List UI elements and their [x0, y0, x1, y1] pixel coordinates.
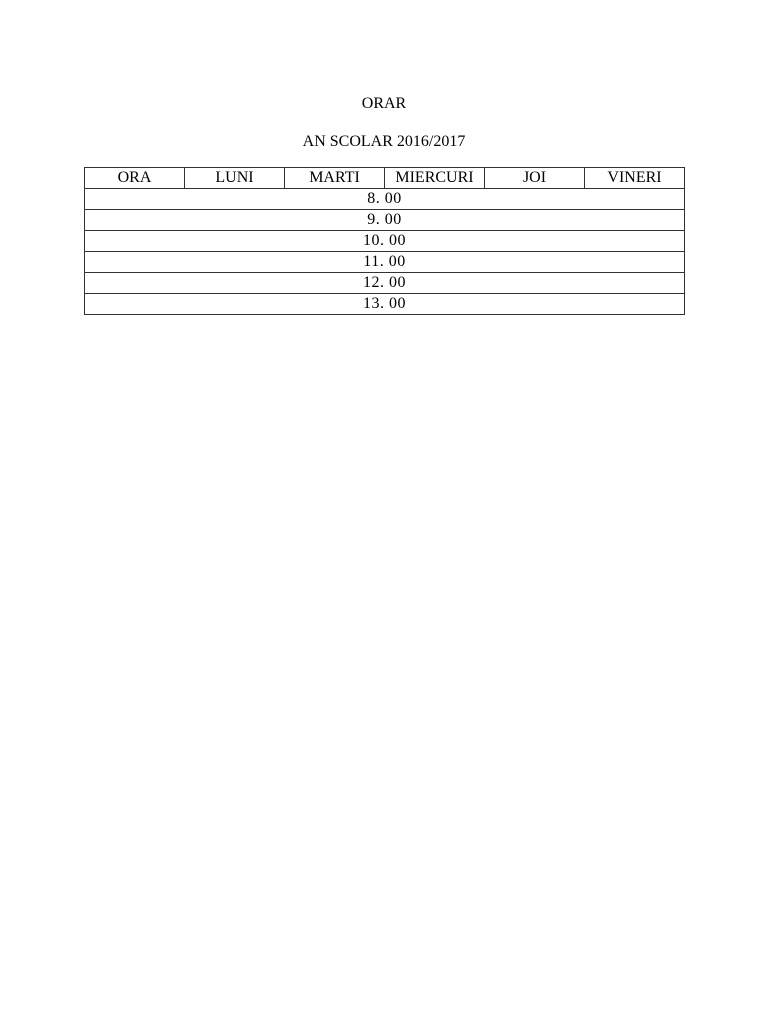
table-row	[85, 252, 685, 273]
header-joi: JOI	[485, 168, 585, 189]
header-row	[85, 168, 685, 189]
table-row	[85, 189, 685, 210]
header-marti: MARTI	[285, 168, 385, 189]
table-row	[85, 273, 685, 294]
hour-cell: 8. 00	[85, 189, 685, 210]
table-row	[85, 231, 685, 252]
header-luni: LUNI	[185, 168, 285, 189]
table-row	[85, 294, 685, 315]
header-miercuri: MIERCURI	[385, 168, 485, 189]
hour-cell: 10. 00	[85, 231, 685, 252]
header-vineri: VINERI	[585, 168, 685, 189]
hour-cell: 11. 00	[85, 252, 685, 273]
document-subtitle: AN SCOLAR 2016/2017	[302, 133, 466, 150]
document-title: ORAR	[361, 95, 407, 112]
schedule-table	[84, 167, 685, 315]
hour-cell: 13. 00	[85, 294, 685, 315]
hour-cell: 9. 00	[85, 210, 685, 231]
hour-cell: 12. 00	[85, 273, 685, 294]
header-ora: ORA	[85, 168, 185, 189]
table-row	[85, 210, 685, 231]
